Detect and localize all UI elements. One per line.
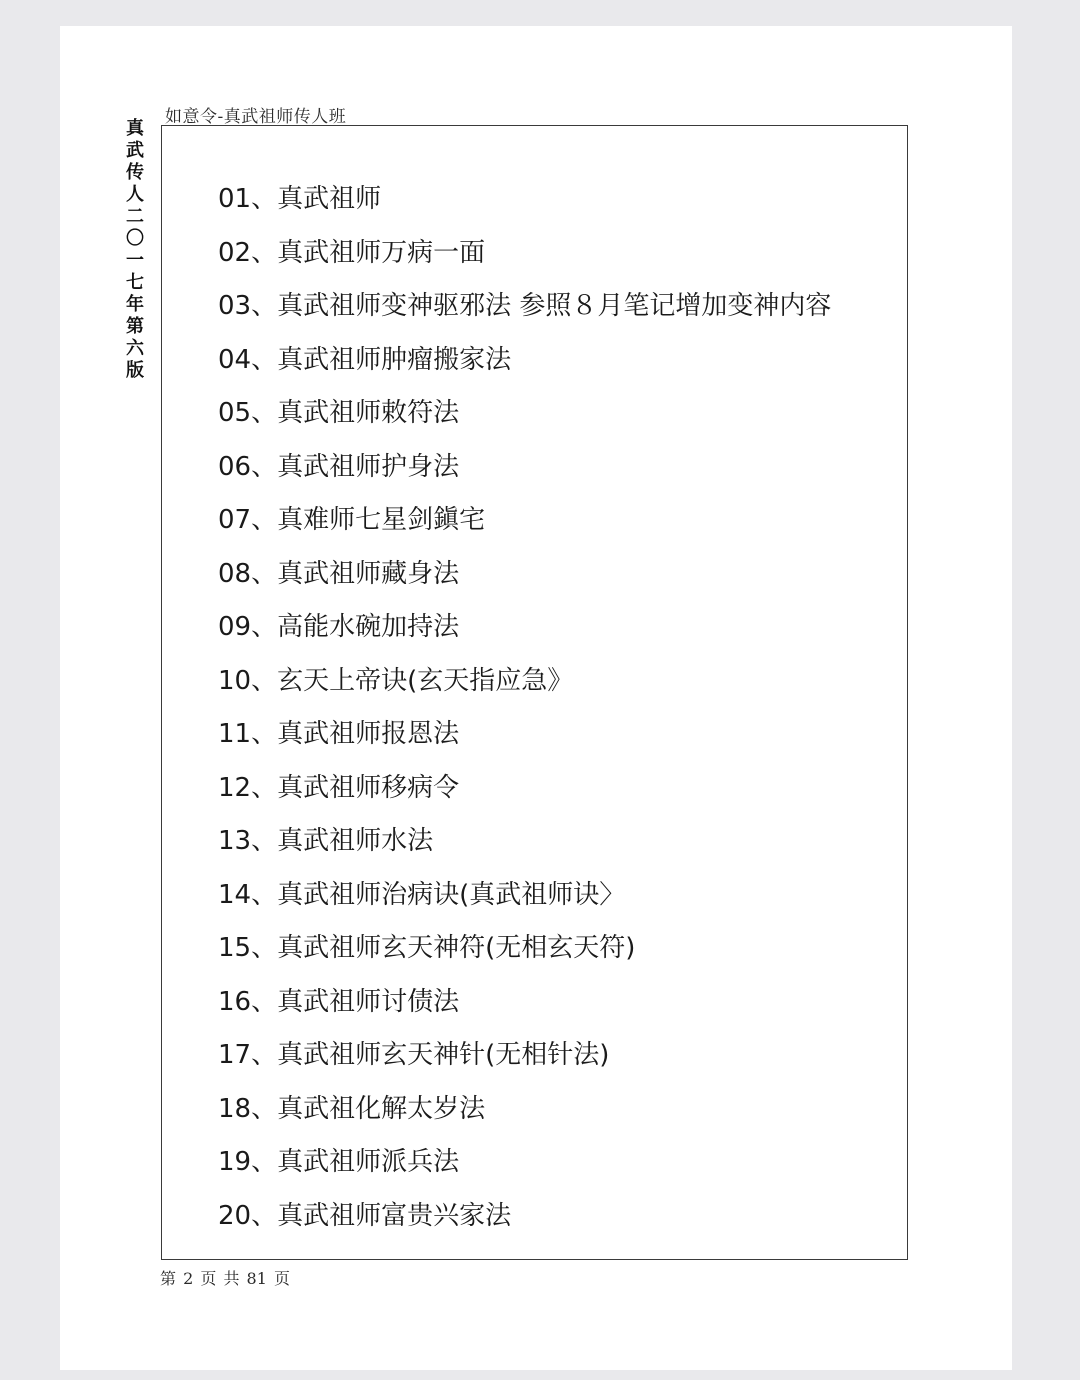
table-of-contents <box>218 173 831 1243</box>
page-number-footer: 第 2 页 共 81 页 <box>160 1269 290 1288</box>
toc-item: 01、真武祖师 <box>218 184 382 214</box>
toc-item: 07、真难师七星剑鎭宅 <box>218 505 486 535</box>
side-label-char: 二 <box>126 206 144 227</box>
side-label-char: 年 <box>126 294 144 315</box>
toc-item: 06、真武祖师护身法 <box>218 451 460 482</box>
side-label-char: 第 <box>126 316 144 337</box>
toc-item: 15、真武祖师玄天神符(无相玄天符) <box>218 933 636 963</box>
toc-item: 13、真武祖师水法 <box>218 826 434 856</box>
page-header: 如意令-真武祖师传人班 <box>165 107 347 127</box>
toc-item: 12、真武祖师移病令 <box>218 772 460 803</box>
side-label-char: 一 <box>126 250 144 271</box>
toc-item: 17、真武祖师玄天神针(无相针法) <box>218 1040 610 1070</box>
toc-item: 16、真武祖师讨债法 <box>218 986 460 1017</box>
side-vertical-label <box>121 118 149 382</box>
toc-item: 14、真武祖师治病诀(真武祖师诀〉 <box>218 879 626 910</box>
toc-item: 19、真武祖师派兵法 <box>218 1147 460 1177</box>
side-label-char: 六 <box>126 338 144 359</box>
toc-item: 11、真武祖师报恩法 <box>218 719 460 749</box>
toc-item: 02、真武祖师万病一面 <box>218 237 486 268</box>
side-label-char: 武 <box>126 140 144 161</box>
side-label-char: 版 <box>126 360 144 381</box>
toc-item: 08、真武祖师藏身法 <box>218 558 460 589</box>
toc-item: 09、高能水碗加持法 <box>218 612 460 642</box>
toc-item: 18、真武祖化解太岁法 <box>218 1093 486 1124</box>
side-label-char: 传 <box>126 162 144 183</box>
side-label-char: 七 <box>126 272 144 293</box>
toc-item: 10、玄天上帝诀(玄天指应急》 <box>218 665 574 696</box>
toc-item: 05、真武祖师敕符法 <box>218 398 460 428</box>
toc-item: 20、真武祖师富贵兴家法 <box>218 1200 512 1231</box>
side-label-char: 真 <box>126 118 144 139</box>
side-label-char: 人 <box>126 184 144 205</box>
toc-item: 03、真武祖师变神驱邪法 参照８月笔记增加变神内容 <box>218 291 832 321</box>
side-label-char: 〇 <box>126 228 144 249</box>
toc-item: 04、真武祖师肿瘤搬家法 <box>218 344 512 375</box>
